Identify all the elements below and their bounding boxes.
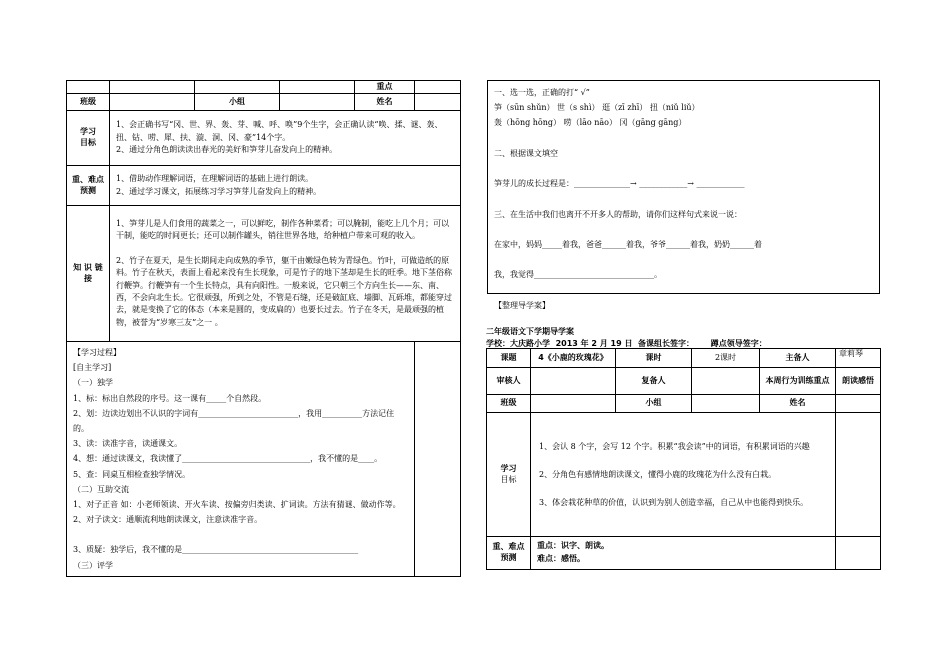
cell [110, 81, 195, 94]
preparer-value: 章莉琴 [836, 349, 881, 368]
goals-label [487, 413, 531, 537]
goals-label-plain: 目标 [500, 474, 517, 484]
exercise-box [487, 80, 880, 310]
class-field [531, 395, 616, 413]
group-label: 小组 [616, 395, 692, 413]
name-label: 姓名 [760, 395, 836, 413]
keypoints-text: 重点：识字、朗读。 难点：感悟。 [531, 537, 836, 570]
notes-column [836, 413, 881, 537]
behavior-value: 朗读感悟 [836, 368, 881, 395]
class-field [110, 94, 195, 111]
name-field [836, 395, 881, 413]
group-field [692, 395, 760, 413]
reviewer-field [531, 368, 616, 395]
knowledge-text: 1、笋芽儿是人们食用的蔬菜之一，可以鲜吃，制作各种菜肴；可以腌制，能吃上几个月；可以干制，能吃的时间更长；还可以制作罐头，销往世界各地，给种植户带来可观的收入。 2、竹子在夏天，是生长期间走向成熟的季节，躯干由嫩绿色转为青绿色。竹叶，可做造纸的原料。竹子在秋天，表面上看起来没有生长现象，可是竹子的地下茎却是生长的旺季。地下茎俗称行鞭笋。行鞭笋有一个生长特点，具有向阳性。一般来说，它只朝三个方向生长——东、南、西，不会向北生长。它很顽强，所到之处，不管是石缝，还是破缸底、墙脚、瓦砾堆，都能穿过去，就是变换了它的体态（本来是圆的，变成扁的）也要长过去。竹子在冬天，是最顽强的植物，被誉为“岁寒三友”之一 。 [110, 206, 461, 342]
right-worksheet-table [486, 348, 881, 570]
director-sign: 蹲点领导签字： [710, 339, 767, 348]
group-field [280, 94, 355, 111]
cell [67, 81, 110, 94]
keypoints-text: 1、借助动作理解词语，在理解词语的基础上进行朗读。 2、通过学习课文，拓展练习学习笋芽儿奋发向上的精神。 [110, 166, 461, 206]
co-preparer-label: 复备人 [616, 368, 692, 395]
goals-text: 1、会认 8 个字，会写 12 个字。积累“我会读”中的词语，有积累词语的兴趣 2、分角色有感情地朗读课文，懂得小鹿的玫瑰花为什么没有白栽。 3、体会栽花种草的价值，认识到为别人创造幸福，自己从中也能得到快乐。 [531, 413, 836, 537]
knowledge-label: 知 识 链 接 [67, 206, 110, 342]
left-worksheet-table [66, 80, 461, 577]
keypoints-label: 重、难点 预测 [487, 537, 531, 570]
cell [280, 81, 355, 94]
goals-text: 1、会正确书写“冈、世、界、轰、芽、喊、呼、唤”9个生字，会正确认读“唤、揉、谜、轰、扭、钻、唠、犀、扶、漩、洞、冈、豪”14个字。 2、通过分角色朗读读出春光的美好和笋芽儿奋发向上的精神。 [110, 111, 461, 166]
topic-value: 4《小鹿的玫瑰花》 [531, 349, 616, 368]
goals-label-bold: 学习 [500, 463, 517, 473]
group-label: 小组 [195, 94, 280, 111]
reviewer-label: 审核人 [487, 368, 531, 395]
exercise-text: 一、选一选，正确的打“ √” 笋（sūn shǔn） 世（s shì） 逛（zī zhī） 扭（niǔ liǔ） 轰（hōng hōng） 唠（lāo nāo） 冈（gāng gāng） 二、根据课文填空 笋芽儿的成长过程是：______________→ ____________→ ____________ 三、在生活中我们也离开不开多人的帮助，请你们这样句式来说一说： 在家中，妈妈_____着我，爸爸______着我，爷爷______着我，奶奶______着 我，我觉得______________________________。 【整理导学案】 [494, 88, 762, 310]
topic-label: 课题 [487, 349, 531, 368]
cell [415, 81, 461, 94]
keypoints-label: 重、难点 预测 [67, 166, 110, 206]
class-label: 班级 [487, 395, 531, 413]
cell [195, 81, 280, 94]
learning-process: 【学习过程】 [自主学习] （一）独学 1、标：标出自然段的序号。这一课有_____个自然段。 2、划：边读边划出不认识的字词有_________________________，我用__________方法记住的。 3、读：读准字音，读通课文。 4、想：通过读课文，我读懂了________________________________，我不懂的是____。 5、查：同桌互相检查独学情况。 （二）互助交流 1、对子正音 如：小老师领读、开火车读、按偏旁归类读、扩词读。方法有猜谜、做动作等。 2、对子读文：通顺流利地朗读课文，注意读准字音。 3、质疑：独学后，我不懂的是____________________________________________ （三）评学 [67, 342, 415, 577]
behavior-label: 本周行为训练重点 [760, 368, 836, 395]
co-preparer-field [692, 368, 760, 395]
name-field [415, 94, 461, 111]
preparer-label: 主备人 [760, 349, 836, 368]
class-label: 班级 [67, 94, 110, 111]
key-point-label: 重点 [355, 81, 415, 94]
period-label: 课时 [616, 349, 692, 368]
worksheet-title: 二年级语文下学期导学案 [486, 327, 574, 336]
date: 2013 年 2 月 19 日 [555, 339, 633, 348]
notes-column [415, 342, 461, 577]
leader-sign: 备课组长签字： [638, 339, 695, 348]
period-value: 2课时 [692, 349, 760, 368]
name-label: 姓名 [355, 94, 415, 111]
school: 学校：大庆路小学 [486, 339, 550, 348]
goals-label: 学习 目标 [67, 111, 110, 166]
notes-column [836, 537, 881, 570]
